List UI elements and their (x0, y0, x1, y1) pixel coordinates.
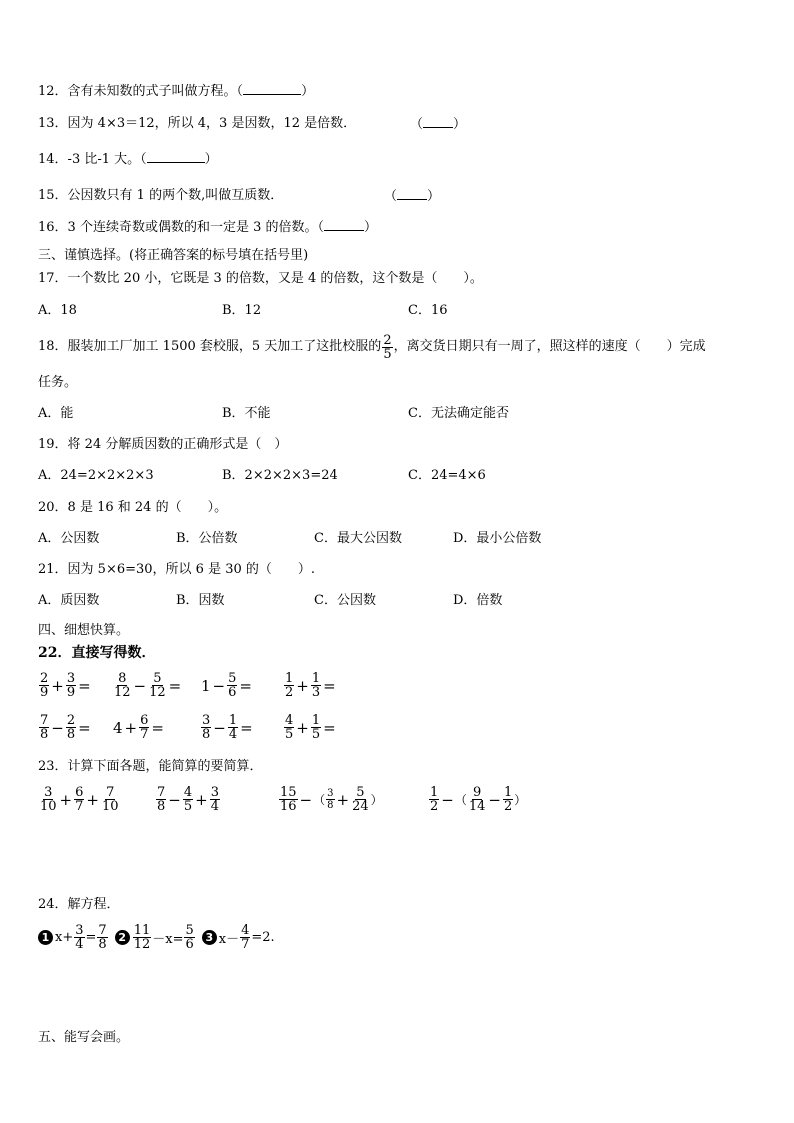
expr-23d (428, 786, 526, 813)
question-number: 18． (38, 339, 68, 354)
question-12 (38, 82, 314, 101)
fraction (311, 714, 321, 741)
denominator: 7 (75, 799, 84, 814)
numerator: 9 (473, 785, 482, 800)
open-paren: （ (384, 189, 398, 204)
operator: + (51, 676, 64, 695)
close-paren: ） (453, 117, 467, 132)
fraction (183, 786, 193, 813)
numerator: 1 (228, 713, 238, 728)
question-text: 将 24 分解质因数的正确形式是（ ） (67, 437, 288, 452)
option-b[interactable]: B．12 (222, 303, 262, 318)
equals: = (151, 718, 164, 737)
question-18-cont: 任务。 (38, 375, 78, 390)
expr-23b (155, 786, 221, 813)
numerator: 1 (285, 671, 294, 686)
denominator: 3 (311, 685, 321, 700)
expr-23a (38, 786, 121, 813)
fraction (66, 714, 76, 741)
operator: + (195, 790, 208, 809)
numerator: 7 (98, 923, 107, 938)
fraction (210, 786, 220, 813)
denominator: 5 (285, 727, 294, 742)
operator: + (86, 790, 99, 809)
answer-blank[interactable] (423, 115, 453, 128)
question-text: 公因数只有 1 的两个数,叫做互质数． (67, 188, 284, 203)
operator: + (59, 790, 73, 809)
answer-blank[interactable] (397, 187, 427, 200)
left-paren: （ (454, 793, 467, 807)
operator: − (488, 790, 501, 809)
expr-22b (112, 672, 182, 699)
question-number: 24． (38, 897, 68, 912)
numerator: 11 (133, 923, 151, 938)
answer-bracket-13 (410, 115, 466, 134)
equals: = (168, 676, 182, 695)
fraction (279, 786, 298, 813)
whole-number: 4 (113, 718, 123, 737)
fraction (66, 672, 76, 699)
option-b[interactable]: B．因数 (176, 593, 225, 608)
denominator: 12 (114, 685, 131, 700)
fraction (133, 924, 152, 951)
left-paren: （ (313, 793, 326, 807)
equals: = (78, 718, 91, 737)
numerator: 7 (106, 785, 115, 800)
denominator: 8 (157, 799, 166, 814)
denominator: 24 (352, 799, 369, 814)
denominator: 14 (468, 799, 486, 814)
denominator: 4 (75, 937, 84, 952)
equals: = (323, 676, 336, 695)
numerator: 5 (153, 671, 162, 686)
question-17 (38, 270, 483, 288)
question-14 (38, 150, 218, 169)
circled-number-icon: 1 (38, 930, 53, 945)
question-text: -3 比-1 大。（ (67, 152, 147, 167)
fraction (429, 786, 439, 813)
answer-bracket-15 (384, 187, 440, 206)
expr-23c (278, 786, 383, 813)
fraction (97, 924, 107, 951)
option-a[interactable]: A．公因数 (38, 531, 100, 546)
numerator: 3 (75, 923, 84, 938)
fraction (503, 786, 513, 813)
numerator: 1 (504, 785, 513, 800)
denominator: 4 (228, 727, 238, 742)
expr-22a (38, 672, 92, 699)
question-15 (38, 187, 283, 205)
fraction (139, 714, 149, 741)
open-paren: （ (410, 117, 424, 132)
denominator: 10 (101, 799, 119, 814)
question-number: 14． (38, 152, 68, 167)
numerator: 3 (66, 671, 76, 686)
operator: + (336, 790, 350, 809)
question-20 (38, 499, 227, 517)
denominator: 2 (430, 799, 439, 814)
option-b[interactable]: B．不能 (222, 406, 271, 421)
question-21 (38, 561, 315, 579)
denominator: 12 (133, 937, 151, 952)
denominator: 7 (140, 727, 149, 742)
operator: − (213, 718, 226, 737)
question-number: 12． (38, 84, 68, 99)
fraction (351, 786, 370, 813)
equation-middle: －x= (152, 932, 184, 947)
numerator: 3 (327, 788, 334, 799)
option-b[interactable]: B．公倍数 (176, 531, 238, 546)
numerator: 2 (383, 332, 392, 348)
denominator: 6 (185, 937, 194, 952)
circled-number-icon: 3 (202, 930, 217, 945)
expr-22f (112, 714, 165, 741)
numerator: 2 (40, 671, 49, 686)
numerator: 5 (185, 923, 194, 938)
answer-blank[interactable] (324, 218, 364, 231)
question-number: 22． (38, 645, 72, 661)
fraction (326, 788, 334, 811)
question-24 (38, 896, 120, 914)
denominator: 8 (66, 727, 76, 742)
question-text: 8 是 16 和 24 的（ ）。 (67, 500, 228, 515)
denominator: 8 (98, 937, 107, 952)
fraction (156, 786, 166, 813)
option-d[interactable]: D．倍数 (453, 593, 503, 608)
denominator: 8 (202, 727, 211, 742)
numerator: 2 (66, 713, 76, 728)
answer-blank[interactable] (147, 150, 205, 163)
operator: − (299, 790, 313, 809)
expr-22d (283, 672, 337, 699)
option-d[interactable]: D．最小公倍数 (453, 531, 542, 546)
denominator: 6 (228, 685, 237, 700)
expr-22c (200, 672, 253, 699)
close-paren: ） (204, 152, 218, 167)
fraction (227, 672, 237, 699)
right-paren: ） (514, 793, 527, 807)
question-number: 20． (38, 500, 68, 515)
section-3-heading: 三、谨慎选择。(将正确答案的标号填在括号里) (38, 248, 309, 263)
equation-prefix: x－ (218, 932, 240, 947)
equals: = (78, 676, 91, 695)
question-23 (38, 758, 263, 776)
question-number: 21． (38, 562, 68, 577)
operator: − (133, 676, 147, 695)
right-paren: ） (370, 793, 383, 807)
denominator: 2 (285, 685, 294, 700)
question-text: 含有未知数的式子叫做方程。（ (67, 84, 244, 99)
numerator: 7 (157, 785, 166, 800)
numerator: 1 (430, 785, 439, 800)
question-text: 一个数比 20 小，它既是 3 的倍数，又是 4 的倍数，这个数是（ ）。 (67, 271, 483, 286)
numerator: 4 (183, 785, 193, 800)
numerator: 5 (356, 785, 365, 800)
operator: + (296, 676, 309, 695)
question-text: 服装加工厂加工 1500 套校服，5 天加工了这批校服的 (67, 339, 382, 354)
question-18 (38, 332, 706, 362)
question-13 (38, 115, 356, 133)
question-text: 解方程． (67, 897, 120, 912)
option-c[interactable]: C．最大公因数 (314, 531, 402, 546)
fraction (39, 786, 58, 813)
denominator: 8 (327, 800, 334, 811)
operator: + (124, 718, 138, 737)
fraction (113, 672, 132, 699)
option-c[interactable]: C．24=4×6 (408, 468, 486, 483)
fraction (39, 672, 49, 699)
fraction (201, 714, 211, 741)
denominator: 9 (66, 685, 76, 700)
question-16 (38, 218, 377, 237)
question-text-cont: ，离交货日期只有一周了，照这样的速度（ ）完成 (393, 339, 706, 354)
fraction (240, 924, 250, 951)
close-paren: ） (427, 189, 441, 204)
fraction (284, 714, 294, 741)
option-b[interactable]: B．2×2×2×3=24 (222, 468, 338, 483)
denominator: 12 (149, 685, 166, 700)
denominator: 8 (40, 727, 49, 742)
option-a[interactable]: A．24=2×2×2×3 (38, 468, 154, 483)
numerator: 3 (202, 713, 211, 728)
denominator: 9 (40, 685, 49, 700)
denominator: 5 (311, 727, 321, 742)
equals: = (85, 930, 97, 945)
numerator: 3 (44, 785, 53, 800)
numerator: 4 (241, 923, 250, 938)
fraction (468, 786, 487, 813)
option-a[interactable]: A．18 (38, 303, 77, 318)
circled-number-icon: 2 (115, 930, 130, 945)
equations-24 (38, 924, 275, 951)
option-a[interactable]: A．质因数 (38, 593, 100, 608)
denominator: 5 (383, 346, 392, 362)
option-a[interactable]: A．能 (38, 406, 74, 421)
expr-22g (200, 714, 254, 741)
numerator: 1 (311, 671, 321, 686)
denominator: 7 (241, 937, 250, 952)
numerator: 1 (311, 713, 321, 728)
operator: − (168, 790, 181, 809)
equation-suffix: =2. (251, 930, 275, 945)
question-number: 23． (38, 759, 68, 774)
numerator: 6 (140, 713, 149, 728)
fraction (184, 924, 194, 951)
denominator: 16 (280, 799, 297, 814)
question-text: 因为 5×6=30，所以 6 是 30 的（ ）. (67, 562, 316, 577)
question-19 (38, 436, 287, 454)
operator: − (212, 676, 226, 695)
numerator: 7 (40, 713, 49, 728)
equals: = (240, 718, 253, 737)
question-number: 16． (38, 220, 68, 235)
operator: + (296, 718, 309, 737)
question-text: 因为 4×3＝12，所以 4，3 是因数，12 是倍数． (67, 116, 357, 131)
question-number: 17． (38, 271, 68, 286)
fraction (382, 334, 392, 361)
numerator: 4 (285, 713, 294, 728)
fraction (311, 672, 321, 699)
numerator: 3 (210, 785, 219, 800)
operator: − (441, 790, 454, 809)
question-number: 13． (38, 116, 68, 131)
denominator: 2 (504, 799, 513, 814)
equals: = (323, 718, 336, 737)
question-number: 19． (38, 437, 68, 452)
numerator: 8 (118, 671, 127, 686)
fraction (74, 924, 84, 951)
denominator: 5 (183, 799, 193, 814)
denominator: 4 (210, 799, 219, 814)
close-paren: ） (364, 220, 378, 235)
section-4-heading: 四、细想快算。 (38, 623, 130, 638)
question-number: 15． (38, 188, 68, 203)
question-text: 直接写得数． (71, 645, 156, 661)
option-c[interactable]: C．16 (408, 303, 448, 318)
section-5-heading: 五、能写会画。 (38, 1030, 130, 1045)
fraction (39, 714, 49, 741)
equation-prefix: x+ (55, 930, 74, 945)
fraction (101, 786, 120, 813)
question-22 (38, 644, 155, 662)
answer-blank[interactable] (243, 82, 301, 95)
whole-number: 1 (201, 676, 211, 695)
option-c[interactable]: C．无法确定能否 (408, 406, 509, 421)
fraction (284, 672, 294, 699)
numerator: 15 (280, 785, 297, 800)
numerator: 6 (75, 785, 84, 800)
option-c[interactable]: C．公因数 (314, 593, 376, 608)
expr-22h (283, 714, 337, 741)
question-text: 计算下面各题，能简算的要简算． (67, 759, 263, 774)
expr-22e (38, 714, 92, 741)
close-paren: ） (301, 84, 315, 99)
equals: = (239, 676, 252, 695)
fraction (74, 786, 84, 813)
operator: − (51, 718, 64, 737)
denominator: 10 (40, 799, 57, 814)
fraction (228, 714, 238, 741)
fraction (148, 672, 167, 699)
numerator: 5 (228, 671, 237, 686)
question-text: 3 个连续奇数或偶数的和一定是 3 的倍数。（ (67, 220, 324, 235)
